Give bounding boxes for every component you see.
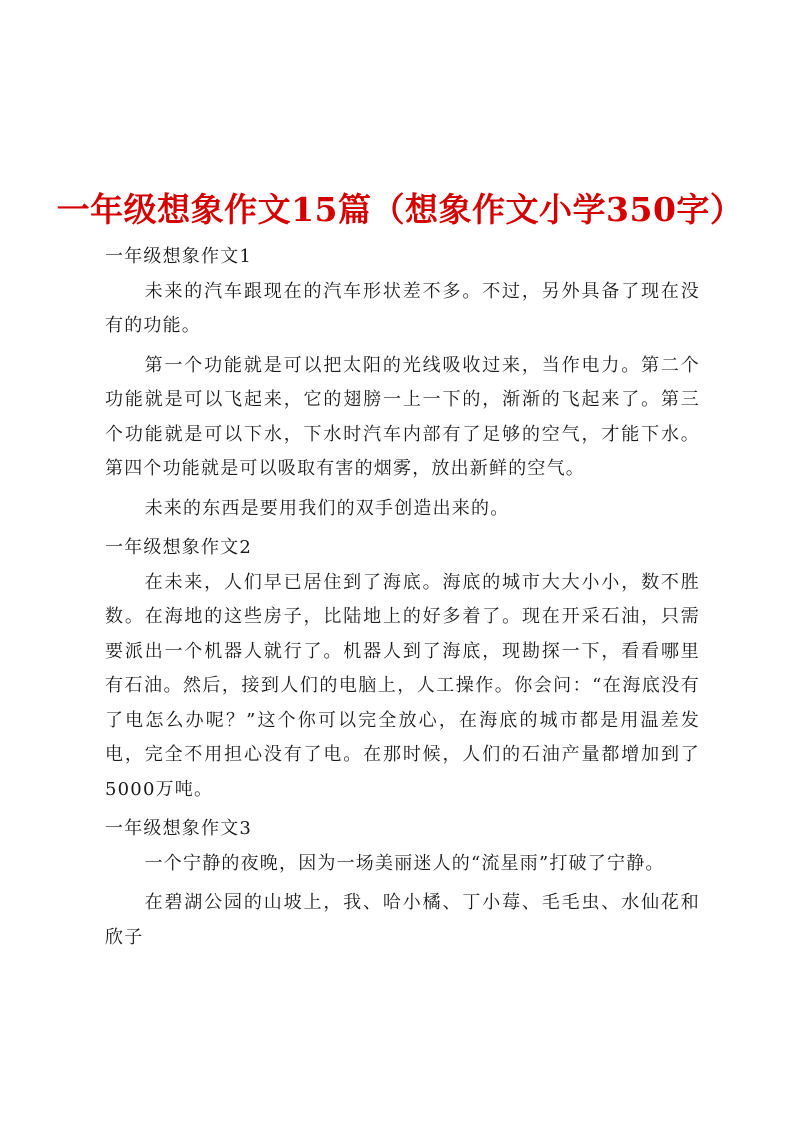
paragraph: 未来的东西是要用我们的双手创造出来的。 xyxy=(144,497,510,519)
paragraph: 在未来，人们早已居住到了海底。海底的城市大大小小，数不胜数。在海地的这些房子，比陆地上的好多着了。现在开采石油，只需要派出一个机器人就行了。机器人到了海底，现勘探一下，看看哪里有石油。然后，接到人们的电脑上，人工操作。你会问：“在海底没有了电怎么办呢？”这个你可以完全放心，在海底的城市都是用温差发电，完全不用担心没有了电。在那时候，人们的石油产量都增加到了5000万吨。 xyxy=(105,571,700,800)
section-heading: 一年级想象作文2 xyxy=(105,537,253,558)
section-heading: 一年级想象作文1 xyxy=(105,246,253,267)
paragraph: 第一个功能就是可以把太阳的光线吸收过来，当作电力。第二个功能就是可以飞起来，它的翅膀一上一下的，渐渐的飞起来了。第三个功能就是可以下水，下水时汽车内部有了足够的空气，才能下水。第四个功能就是可以吸取有害的烟雾，放出新鲜的空气。 xyxy=(105,354,700,479)
paragraph: 在碧湖公园的山坡上，我、哈小橘、丁小莓、毛毛虫、水仙花和欣子 xyxy=(105,892,700,948)
section-heading: 一年级想象作文3 xyxy=(105,818,253,839)
paragraph: 未来的汽车跟现在的汽车形状差不多。不过，另外具备了现在没有的功能。 xyxy=(105,280,700,336)
document-title: 一年级想象作文15篇（想象作文小学350字） xyxy=(56,190,744,230)
paragraph: 一个宁静的夜晚，因为一场美丽迷人的“流星雨”打破了宁静。 xyxy=(144,852,665,874)
document-body xyxy=(105,240,700,960)
